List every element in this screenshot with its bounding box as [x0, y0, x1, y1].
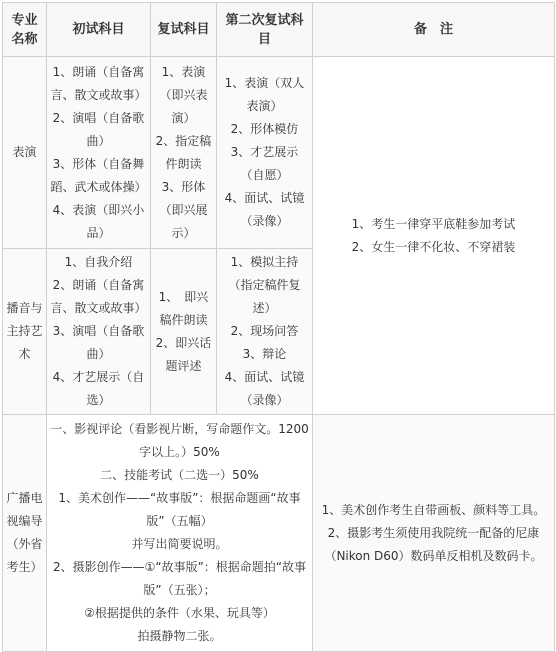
list-item: 3、演唱（自备歌曲） — [52, 324, 145, 361]
directing-subjects — [47, 415, 313, 652]
second-retest-performance — [217, 57, 313, 249]
list-item: 二、技能考试（二选一）50% — [100, 468, 259, 482]
list-item: 4、才艺展示（自选） — [52, 370, 145, 407]
list-item: 1、 即兴稿件朗读 — [158, 289, 209, 327]
list-item: 2、指定稿件朗读 — [155, 133, 212, 171]
list-item: ②根据提供的条件（水果、玩具等） — [84, 606, 275, 620]
list-item: 3、才艺展示（自愿） — [230, 145, 299, 182]
list-item: 3、形体（自备舞蹈、武术或体操） — [50, 156, 147, 194]
list-item: 1、自我介绍 — [64, 255, 133, 269]
list-item: 3、辩论 — [242, 347, 287, 361]
shared-notes — [313, 57, 555, 415]
note-line: 1、美术创作考生自带画板、颜料等工具。 — [321, 502, 546, 517]
note-line: 1、考生一律穿平底鞋参加考试 — [351, 216, 516, 231]
header-row — [3, 3, 555, 57]
list-item: 3、形体（即兴展示） — [159, 179, 208, 240]
header-initial: 初试科目 — [47, 3, 151, 57]
list-item: 1、表演（即兴表演） — [159, 64, 208, 125]
retest-performance — [151, 57, 217, 249]
initial-broadcasting — [47, 249, 151, 415]
list-item: 1、美术创作——“故事版”：根据命题画“故事版”（五幅） — [58, 491, 301, 528]
list-item: 4、表演（即兴小品） — [52, 202, 145, 240]
list-item: 2、即兴话题评述 — [155, 335, 212, 373]
list-item: 2、现场问答 — [230, 324, 299, 338]
row-performance — [3, 57, 555, 249]
list-item: 1、模拟主持（指定稿件复述） — [228, 255, 301, 315]
major-performance: 表演 — [3, 57, 47, 249]
list-item: 4、面试、试镜（录像） — [224, 191, 305, 228]
major-broadcasting: 播音与主持艺术 — [3, 249, 47, 415]
list-item: 拍摄静物二张。 — [137, 629, 222, 643]
major-directing: 广播电视编导（外省考生） — [3, 415, 47, 652]
list-item: 2、演唱（自备歌曲） — [52, 110, 145, 148]
header-major: 专业名称 — [3, 3, 47, 57]
list-item: 并写出简要说明。 — [131, 537, 228, 551]
header-retest: 复试科目 — [151, 3, 217, 57]
note-line: 2、摄影考生须使用我院统一配备的尼康（Nikon D60）数码单反相机及数码卡。 — [324, 525, 543, 563]
header-notes: 备 注 — [313, 3, 555, 57]
list-item: 2、朗诵（自备寓言、散文或故事） — [50, 278, 147, 315]
initial-performance — [47, 57, 151, 249]
list-item: 2、形体模仿 — [230, 122, 299, 136]
note-line: 2、女生一律不化妆、不穿裙装 — [351, 239, 516, 254]
directing-notes — [313, 415, 555, 652]
list-item: 2、摄影创作——①“故事版”：根据命题拍“故事版”（五张）； — [52, 560, 307, 597]
list-item: 1、表演（双人表演） — [224, 76, 305, 113]
header-second-retest: 第二次复试科目 — [217, 3, 313, 57]
list-item: 4、面试、试镜（录像） — [224, 370, 305, 407]
list-item: 一、影视评论（看影视片断，写命题作文。1200字以上。）50% — [50, 422, 309, 459]
row-directing — [3, 415, 555, 652]
retest-broadcasting — [151, 249, 217, 415]
second-retest-broadcasting — [217, 249, 313, 415]
list-item: 1、朗诵（自备寓言、散文或故事） — [50, 64, 147, 102]
exam-subjects-table — [2, 2, 555, 652]
